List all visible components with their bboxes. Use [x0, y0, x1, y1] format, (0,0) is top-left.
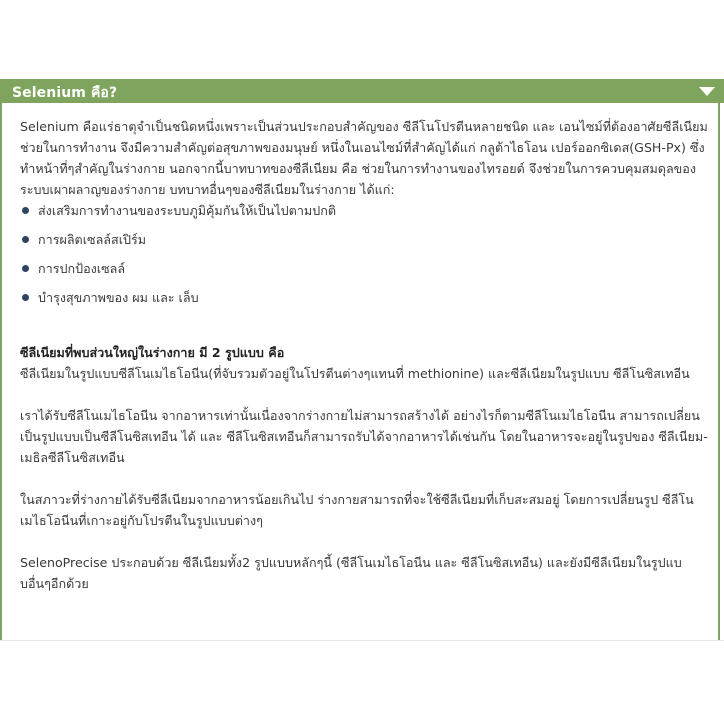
section-title: ซีลีเนียมที่พบส่วนใหญ่ในร่างกาย มี 2 รูปแบบ คือ [20, 345, 285, 360]
roles-list [20, 200, 712, 316]
intro-paragraph: Selenium คือแร่ธาตุจำเป็นชนิดหนึ่งเพราะเป็นส่วนประกอบสำคัญของ ซีลีโนโปรตีนหลายชนิด และ เอนไซม์ที่ต้องอาศัยซีลีเนียมช่วยในการทำงาน จึงมีความสำคัญต่อสุขภาพของมนุษย์ หนึ่งในเอนไซม์ที่สำคัญได้แก่ กลูต้าไธโอน เปอร์ออกซิเดส(GSH-Px) ซึ่งทำหน้าที่ๆสำคัญในร่างกาย นอกจากนี้บาทบาทของซีลีเนียม คือ ช่วยในการทำงานของไทรอยด์ จึงช่วยในการควบคุมสมดุลของระบบเผาผลาญของร่างกาย บทบาทอื่นๆของซีลีเนียมในร่างกาย ได้แก่: [20, 119, 708, 197]
accordion-content [20, 116, 712, 594]
bullet-icon [22, 236, 29, 243]
product-paragraph: SelenoPrecise ประกอบด้วย ซีลีเนียมทั้ง2 รูปแบบหลักๆนี้ (ซีลีโนเมไธโอนีน และ ซีลีโนซิสเทอีน) และยังมีซีลีเนียมในรูปแบบอื่นๆอีกด้วย [20, 555, 682, 591]
accordion-title: Selenium คือ? [12, 85, 118, 101]
chevron-down-icon[interactable] [699, 87, 715, 96]
forms-paragraph: ซีลีเนียมในรูปแบบซีลีโนเมไธโอนีน(ที่จับรวมตัวอยู่ในโปรตีนต่างๆแทนที่ methionine) และซีลีเนียมในรูปแบบ ซีลีโนซิสเทอีน [20, 366, 690, 381]
bullet-icon [22, 207, 29, 214]
list-item: การปกป้องเซลล์ [20, 258, 712, 287]
list-item: ส่งเสริมการทำงานของระบบภูมิคุ้มกันให้เป็นไปตามปกติ [20, 200, 712, 229]
list-item: การผลิตเซลล์สเปิร์ม [20, 229, 712, 258]
bullet-icon [22, 265, 29, 272]
bullet-icon [22, 294, 29, 301]
divider [0, 640, 724, 641]
sources-paragraph: เราได้รับซีลีโนเมไธโอนีน จากอาหารเท่านั้นเนื่องจากร่างกายไม่สามารถสร้างได้ อย่างไรก็ตามซีลีโนเมไธโอนีน สามารถเปลี่ยนเป็นรูปแบบเป็นซีลีโนซิสเทอีน ได้ และ ซีลีโนซิสเทอีนก็สามารถรับได้จากอาหารได้เช่นกัน โดยในอาหารจะอยู่ในรูปของ ซีลีเนียม-เมธิลซีลีโนซิสเทอีน [20, 408, 708, 465]
storage-paragraph: ในสภาวะที่ร่างกายได้รับซีลีเนียมจากอาหารน้อยเกินไป ร่างกายสามารถที่จะใช้ซีลีเนียมที่เก็บสะสมอยู่ โดยการเปลี่ยนรูป ซีลีโนเมไธโอนีนที่เกาะอยู่กับโปรตีนในรูปแบบต่างๆ [20, 492, 694, 528]
accordion-header[interactable] [0, 79, 724, 103]
list-item: บำรุงสุขภาพของ ผม และ เล็บ [20, 287, 712, 316]
